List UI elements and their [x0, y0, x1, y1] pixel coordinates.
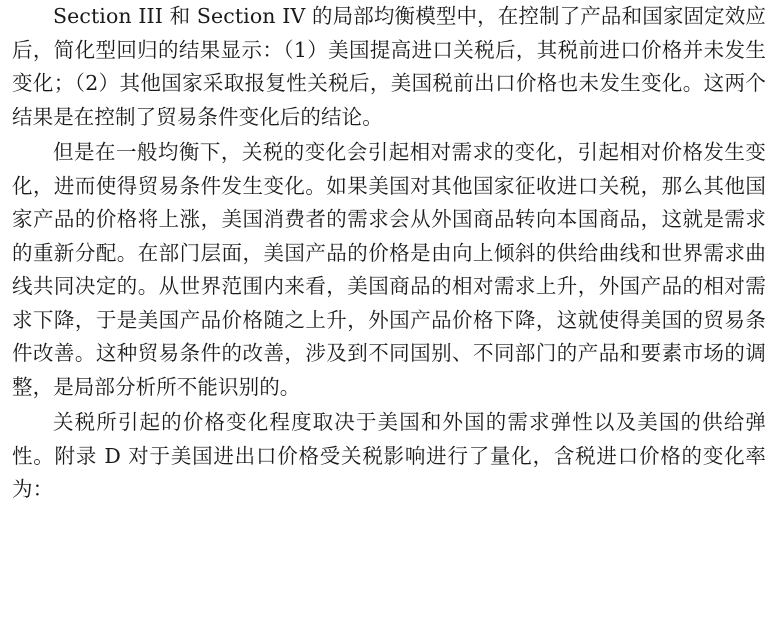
paragraph-2: 但是在一般均衡下，关税的变化会引起相对需求的变化，引起相对价格发生变化，进而使得贸易条件发生变化。如果美国对其他国家征收进口关税，那么其他国家产品的价格将上涨，美国消费者的需求会从外国商品转向本国商品，这就是需求的重新分配。在部门层面，美国产品的价格是由向上倾斜的供给曲线和世界需求曲线共同决定的。从世界范围内来看，美国商品的相对需求上升，外国产品的相对需求下降，于是美国产品价格随之上升，外国产品价格下降，这就使得美国的贸易条件改善。这种贸易条件的改善，涉及到不同国别、不同部门的产品和要素市场的调整，是局部分析所不能识别的。: [12, 140, 766, 399]
paragraph-1: Section III 和 Section IV 的局部均衡模型中，在控制了产品和国家固定效应后，简化型回归的结果显示：（1）美国提高进口关税后，其税前进口价格并未发生变化；（2）其他国家采取报复性关税后，美国税前出口价格也未发生变化。这两个结果是在控制了贸易条件变化后的结论。: [12, 4, 766, 129]
paragraph-3: 关税所引起的价格变化程度取决于美国和外国的需求弹性以及美国的供给弹性。附录 D 对于美国进出口价格受关税影响进行了量化，含税进口价格的变化率为：: [12, 410, 766, 501]
